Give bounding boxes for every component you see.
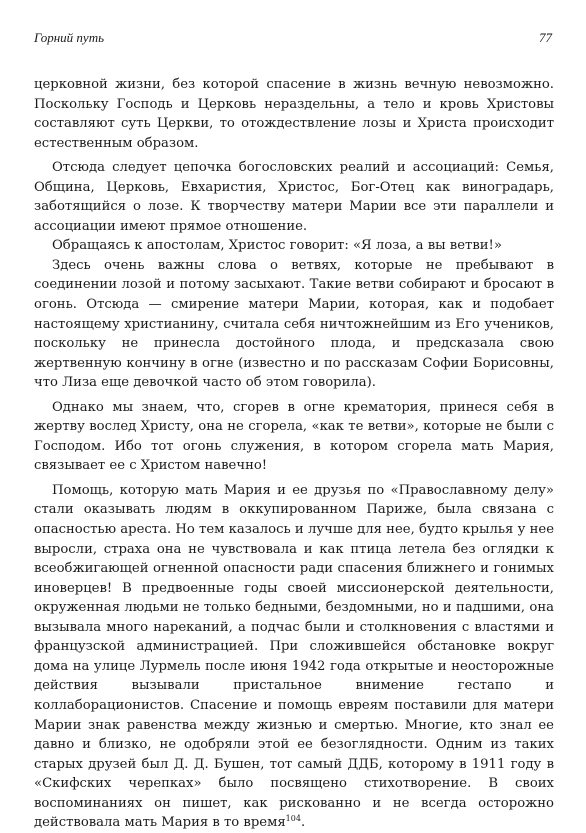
paragraph-6-text: Помощь, которую мать Мария и ее друзья по «Православному делу» стали оказывать людям в оккупированном Париже, была связана с опасностью ареста. Но тем казалось и лучше для нее, будто крылья у нее выросли, страха она не чувствовала и как птица летела без оглядки к всеобжигающей огненной опасности ради спасения ближнего и гонимых иноверцев! В предвоенные годы своей миссионерской деятельности, окруженная людьми не только бедными, бездомными, но и падшими, она вызывала много нареканий, а подчас были и столкновения с властями и французской администрацией. При сложившейся обстановке вокруг дома на улице Лурмель после июня 1942 года открытые и неосторожные действия вызывали пристальное внимение гестапо и коллаборационистов. Спасение и помощь евреям поставили для матери Марии знак равенства между жизнью и смертью. Многие, кто знал ее давно и близко, не одобряли этой ее безоглядности. Одним из таких старых друзей был Д. Д. Бушен, тот самый ДДБ, которому в 1911 году в «Скифских черепках» было посвящено стихотворение. В своих воспоминаниях он пишет, как рискованно и не всегда осторожно действовала мать Мария в то время	[34, 482, 554, 831]
paragraph-5: Однако мы знаем, что, сгорев в огне крематория, принеся себя в жертву вослед Христу, она не сгорела, «как те ветви», которые не были с Господом. Ибо тот огонь служения, в котором сгорела мать Мария, связывает ее с Христом навечно!	[34, 399, 554, 474]
running-header	[34, 30, 552, 46]
paragraph-4: Здесь очень важны слова о ветвях, которые не пребывают в соединении лозой и потому засыхают. Такие ветви собирают и бросают в огонь. Отсюда — смирение матери Марии, которая, как и подобает настоящему христианину, считала себя ничтожнейшим из Его учеников, поскольку не принесла достойного плода, и предсказала свою жертвенную кончину в огне (известно и по рассказам Софии Борисовны, что Лиза еще девочкой часто об этом говорила).	[34, 257, 554, 391]
paragraph-6	[34, 481, 554, 833]
footnote-reference[interactable]: 104	[285, 814, 301, 824]
paragraph-3: Обращаясь к апостолам, Христос говорит: «Я лоза, а вы ветви!»	[52, 238, 502, 254]
body-text	[34, 75, 554, 833]
page-number: 77	[539, 30, 552, 45]
running-title: Горний путь	[34, 30, 104, 45]
paragraph-1: церковной жизни, без которой спасение в жизнь вечную невозможно. Поскольку Господь и Церковь нераздельны, а тело и кровь Христовы составляют суть Церкви, то отождествление лозы и Христа происходит естественным образом.	[34, 77, 554, 151]
paragraph-2: Отсюда следует цепочка богословских реалий и ассоциаций: Семья, Община, Церковь, Евхаристия, Христос, Бог-Отец как виноградарь, заботящийся о лозе. К творчеству матери Марии все эти параллели и ассоциации имеют прямое отношение.	[34, 160, 554, 234]
final-punctuation: .	[300, 815, 306, 831]
